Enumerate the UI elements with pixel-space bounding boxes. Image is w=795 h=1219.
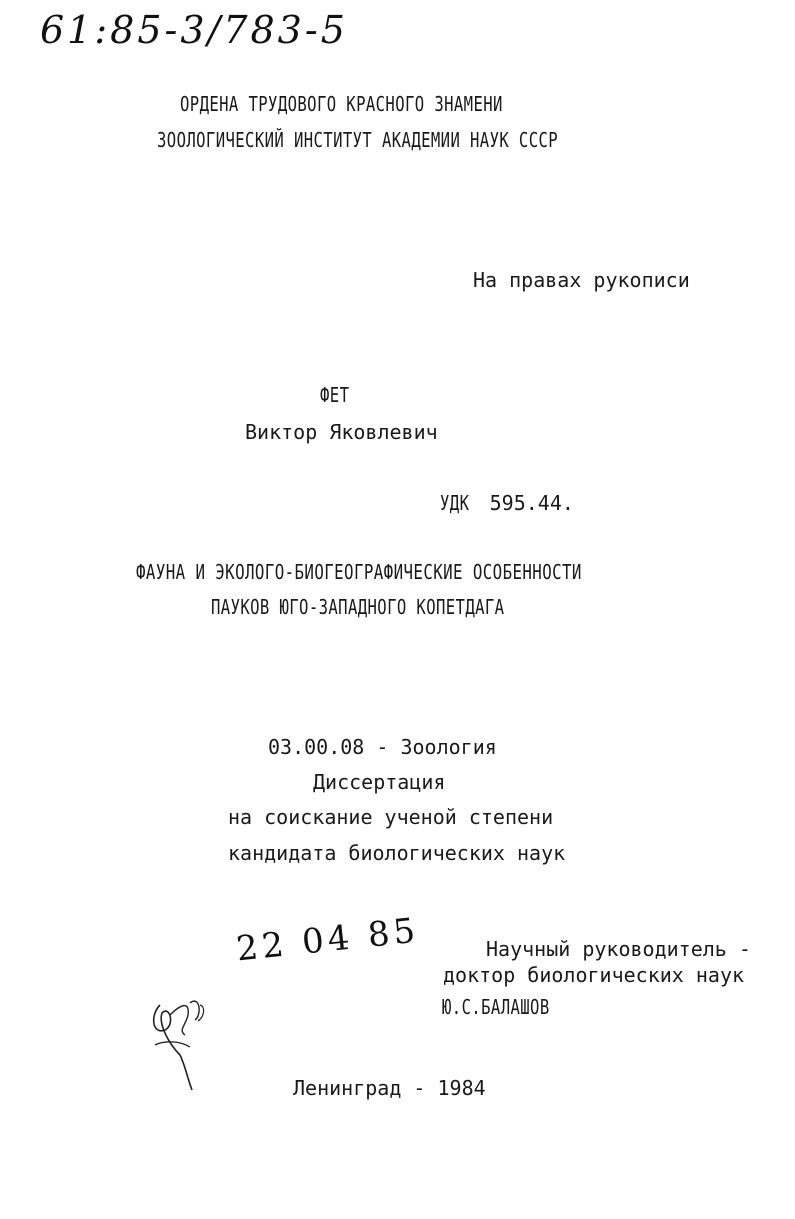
dissertation-title-line1: ФАУНА И ЭКОЛОГО-БИОГЕОГРАФИЧЕСКИЕ ОСОБЕННОСТИ	[136, 560, 582, 584]
supervisor-role: Научный руководитель -	[486, 937, 751, 961]
author-surname: ФЕТ	[320, 383, 350, 407]
handwritten-catalog-code: 61:85-3/783-5	[40, 8, 348, 52]
specialty-code: 03.00.08 - Зоология	[268, 735, 497, 759]
supervisor-degree: доктор биологических наук	[443, 963, 745, 987]
author-name: Виктор Яковлевич	[245, 420, 438, 444]
place-and-year: Ленинград - 1984	[293, 1076, 486, 1100]
udc-value: 595.44.	[489, 491, 574, 515]
signature-mark	[140, 985, 215, 1095]
udc-label: УДК	[440, 491, 470, 515]
udc-line	[440, 491, 574, 515]
degree-purpose-line1: на соискание ученой степени	[228, 805, 554, 829]
stamp-date: 22 04 85	[234, 910, 421, 970]
manuscript-rights-note: На правах рукописи	[473, 268, 690, 292]
degree-purpose-line2: кандидата биологических наук	[228, 841, 566, 865]
document-type: Диссертация	[313, 770, 446, 794]
institution-name: ЗООЛОГИЧЕСКИЙ ИНСТИТУТ АКАДЕМИИ НАУК СССР	[157, 128, 559, 152]
institution-order-line: ОРДЕНА ТРУДОВОГО КРАСНОГО ЗНАМЕНИ	[180, 92, 503, 116]
dissertation-title-line2: ПАУКОВ ЮГО-ЗАПАДНОГО КОПЕТДАГА	[211, 595, 505, 619]
supervisor-name: Ю.С.БАЛАШОВ	[442, 995, 550, 1019]
